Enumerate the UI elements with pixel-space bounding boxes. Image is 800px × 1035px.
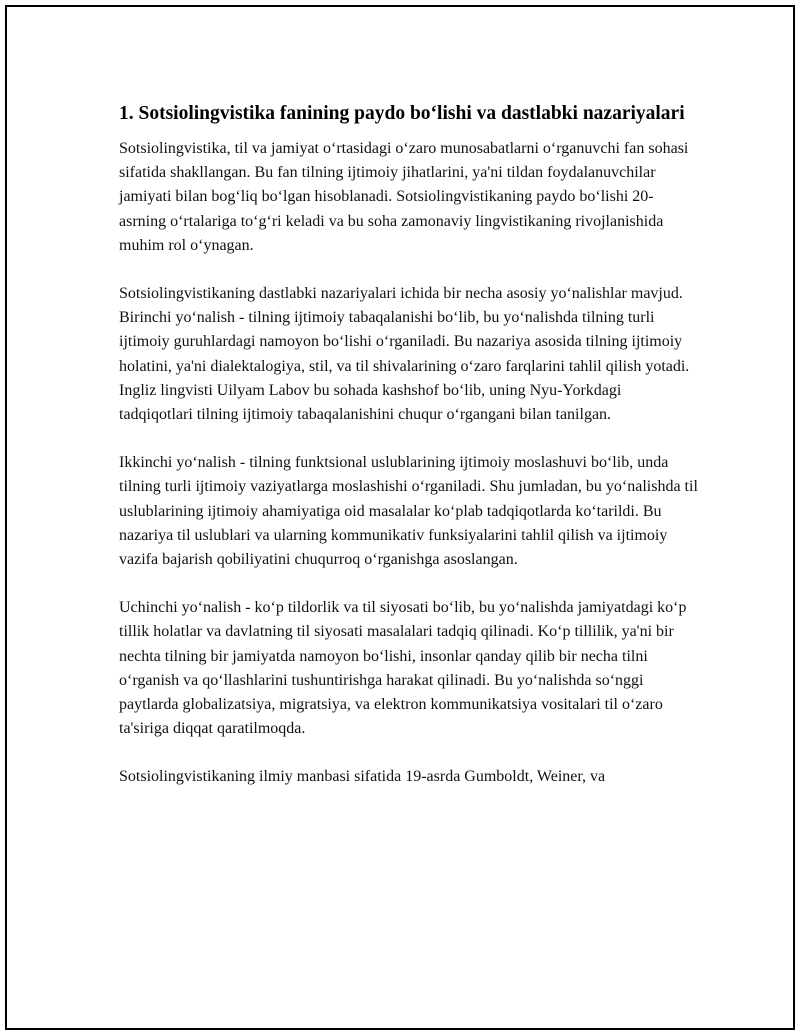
paragraph: Sotsiolingvistikaning ilmiy manbasi sifatida 19-asrda Gumboldt, Weiner, va (119, 768, 606, 786)
document-page (5, 5, 795, 1030)
document-content (119, 99, 699, 814)
paragraph: Sotsiolingvistika, til va jamiyat o‘rtasidagi o‘zaro munosabatlarni o‘rganuvchi fan sohasi sifatida shakllangan. Bu fan tilning ijtimoiy jihatlarini, ya'ni tildan foydalanuvchilar jamiyati bilan bog‘liq bo‘lgan hisoblanadi. Sotsiolingvistikaning paydo bo‘lishi 20-asrning o‘rtalariga to‘g‘ri keladi va bu soha zamonaviy lingvistikaning rivojlanishida muhim rol o‘ynagan. (119, 140, 689, 254)
paragraph: Uchinchi yo‘nalish - ko‘p tildorlik va til siyosati bo‘lib, bu yo‘nalishda jamiyatdagi ko‘p tillik holatlar va davlatning til siyosati masalalari tadqiq qilinadi. Ko‘p tillilik, ya'ni bir nechta tilning bir jamiyatda namoyon bo‘lishi, insonlar qanday qilib bir necha tilni o‘rganish va qo‘llashlarini tushuntirishga harakat qilinadi. Bu yo‘nalishda so‘nggi paytlarda globalizatsiya, migratsiya, va elektron kommunikatsiya vositalari til o‘zaro ta'siriga diqqat qaratilmoqda. (119, 599, 687, 738)
paragraph: Ikkinchi yo‘nalish - tilning funktsional uslublarining ijtimoiy moslashuvi bo‘lib, unda tilning turli ijtimoiy vaziyatlarga moslashishi o‘rganiladi. Shu jumladan, bu yo‘nalishda til uslublarining ijtimoiy ahamiyatiga oid masalalar ko‘plab tadqiqotlarda ko‘tarildi. Bu nazariya til uslublari va ularning kommunikativ funksiyalarini tahlil qilish va ijtimoiy vazifa bajarish qobiliyatini chuqurroq o‘rganishga asoslangan. (119, 454, 698, 569)
section-heading: 1. Sotsiolingvistika fanining paydo bo‘lishi va dastlabki nazariyalari (119, 103, 685, 124)
paragraph: Sotsiolingvistikaning dastlabki nazariyalari ichida bir necha asosiy yo‘nalishlar mavjud. Birinchi yo‘nalish - tilning ijtimoiy tabaqalanishi bo‘lib, bu yo‘nalishda tilning turli ijtimoiy guruhlardagi namoyon bo‘lishi o‘rganiladi. Bu nazariya asosida tilning ijtimoiy holatini, ya'ni dialektalogiya, stil, va til shivalarining o‘zaro farqlarini tahlil qilish yotadi. Ingliz lingvisti Uilyam Labov bu sohada kashshof bo‘lib, uning Nyu-Yorkdagi tadqiqotlari tilning ijtimoiy tabaqalanishini chuqur o‘rgangani bilan tanilgan. (119, 285, 690, 424)
